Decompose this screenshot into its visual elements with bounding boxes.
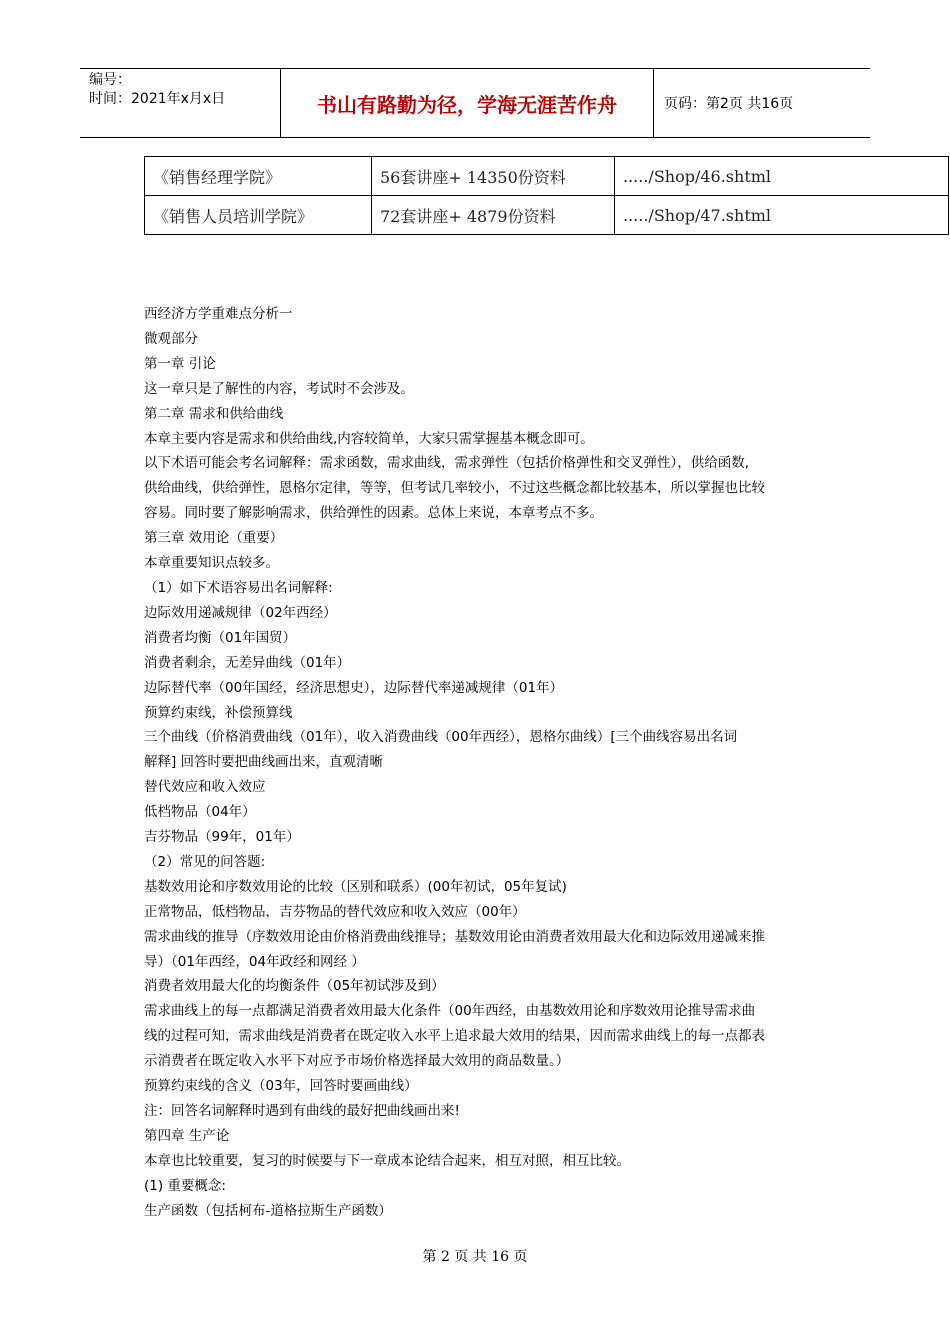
text-line: 预算约束线，补偿预算线: [144, 704, 293, 721]
text-line: 导）（01年西经，04年政经和网经 ）: [144, 953, 365, 970]
text-line: 本章也比较重要，复习的时候要与下一章成本论结合起来，相互对照，相互比较。: [144, 1152, 630, 1169]
text-line: 线的过程可知，需求曲线是消费者在既定收入水平上追求最大效用的结果，因而需求曲线上的每一点都表: [144, 1028, 765, 1045]
document-body: [144, 302, 814, 1224]
header-meta: [80, 69, 281, 137]
text-line: 消费者剩余，无差异曲线（01年）: [144, 654, 351, 671]
text-line: 生产函数（包括柯布-道格拉斯生产函数）: [144, 1202, 392, 1219]
resource-table: [144, 156, 949, 235]
text-line: 边际效用递减规律（02年西经）: [144, 604, 337, 621]
text-line: 消费者均衡（01年国贸）: [144, 629, 297, 646]
text-line: （1）如下术语容易出名词解释:: [144, 579, 333, 596]
header-motto: 书山有路勤为径，学海无涯苦作舟: [281, 69, 654, 137]
text-line: 需求曲线的推导（序数效用论由价格消费曲线推导；基数效用论由消费者效用最大化和边际效用递减来推: [144, 928, 765, 945]
text-line: 第四章 生产论: [144, 1127, 230, 1144]
text-line: 微观部分: [144, 330, 198, 347]
header-page-info: 页码：第2页 共16页: [664, 96, 794, 112]
text-line: 三个曲线（价格消费曲线（01年），收入消费曲线（00年西经），恩格尔曲线）[三个曲线容易出名词: [144, 729, 738, 746]
resource-link: ...../Shop/46.shtml: [615, 157, 949, 196]
resource-link: ...../Shop/47.shtml: [615, 196, 949, 235]
text-line: 第一章 引论: [144, 355, 216, 372]
number-label: 编号：: [89, 72, 131, 88]
page-header: [80, 68, 870, 138]
resource-row: [145, 196, 949, 235]
text-line: 解释] 回答时要把曲线画出来，直观清晰: [144, 754, 384, 771]
text-line: 示消费者在既定收入水平下对应予市场价格选择最大效用的商品数量。）: [144, 1053, 570, 1070]
text-line: 供给曲线，供给弹性，恩格尔定律，等等，但考试几率较小，不过这些概念都比较基本，所以掌握也比较: [144, 480, 765, 497]
text-line: 吉芬物品（99年，01年）: [144, 829, 300, 846]
page-footer: 第 2 页 共 16 页: [422, 1249, 528, 1265]
text-line: 预算约束线的含义（03年，回答时要画曲线）: [144, 1078, 418, 1095]
text-line: 第二章 需求和供给曲线: [144, 405, 284, 422]
text-line: 第三章 效用论（重要）: [144, 530, 284, 547]
text-line: 正常物品，低档物品，吉芬物品的替代效应和收入效应（00年）: [144, 903, 526, 920]
text-line: 基数效用论和序数效用论的比较（区别和联系）(00年初试，05年复试): [144, 878, 567, 895]
resource-name: 《销售经理学院》: [145, 157, 372, 196]
text-line: 替代效应和收入效应: [144, 779, 266, 796]
resource-count: 72套讲座+ 4879份资料: [372, 196, 615, 235]
text-line: 本章重要知识点较多。: [144, 555, 279, 572]
text-line: 容易。同时要了解影响需求，供给弹性的因素。总体上来说，本章考点不多。: [144, 505, 603, 522]
resource-row: [145, 157, 949, 196]
text-line: 需求曲线上的每一点都满足消费者效用最大化条件（00年西经，由基数效用论和序数效用论推导需求曲: [144, 1003, 756, 1020]
resource-name: 《销售人员培训学院》: [145, 196, 372, 235]
resource-count: 56套讲座+ 14350份资料: [372, 157, 615, 196]
text-line: 消费者效用最大化的均衡条件（05年初试涉及到）: [144, 978, 445, 995]
text-line: (1) 重要概念:: [144, 1177, 226, 1194]
text-line: 边际替代率（00年国经，经济思想史），边际替代率递减规律（01年）: [144, 679, 564, 696]
text-line: 这一章只是了解性的内容，考试时不会涉及。: [144, 380, 414, 397]
text-line: 低档物品（04年）: [144, 804, 256, 821]
text-line: 西经济方学重难点分析一: [144, 306, 293, 322]
text-line: 以下术语可能会考名词解释：需求函数，需求曲线，需求弹性（包括价格弹性和交叉弹性），供给函数,: [144, 455, 750, 472]
text-line: （2）常见的问答题:: [144, 853, 266, 870]
date-label: 时间：2021年x月x日: [89, 91, 226, 107]
text-line: 注：回答名词解释时遇到有曲线的最好把曲线画出来!: [144, 1103, 460, 1119]
text-line: 本章主要内容是需求和供给曲线,内容较简单，大家只需掌握基本概念即可。: [144, 430, 594, 447]
